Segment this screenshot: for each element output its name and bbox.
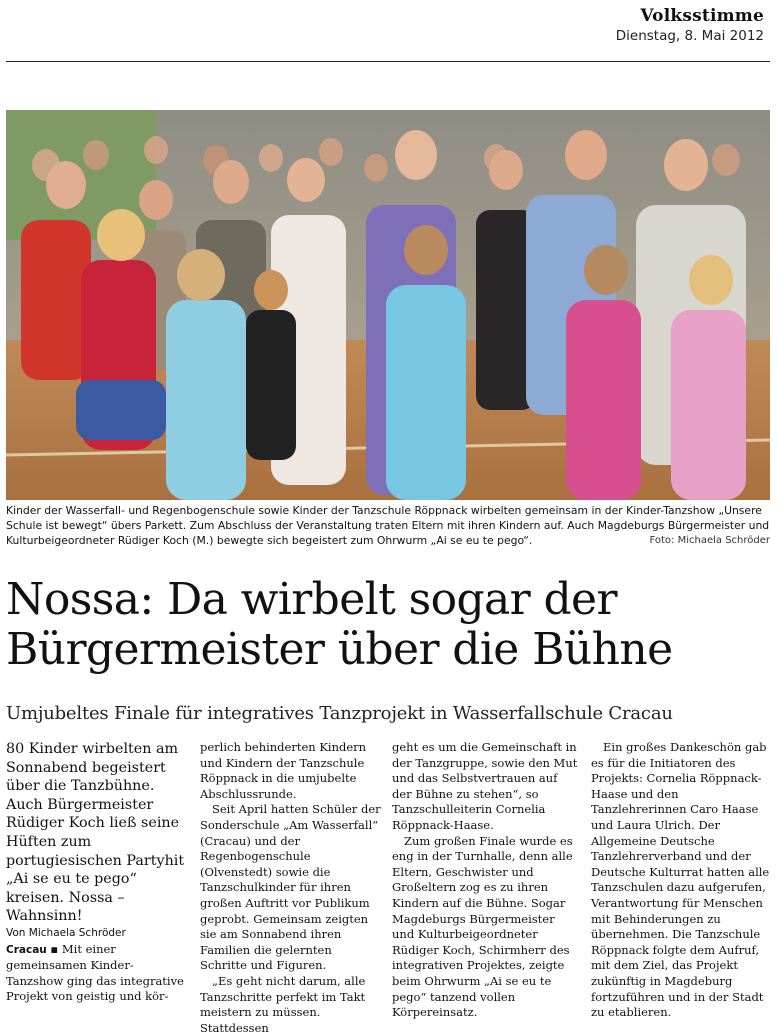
headline: Nossa: Da wirbelt sogar der Bürgermeister über die Bühne (6, 574, 673, 675)
body-paragraph: „Es geht nicht darum, alle Tanzschritte perfekt im Takt meistern zu müssen. Stattdessen (200, 973, 366, 1035)
article-column-2 (200, 740, 381, 1036)
photo-credit: Foto: Michaela Schröder (649, 535, 770, 546)
body-paragraph: Seit April hatten Schüler der Sonderschule „Am Wasserfall“ (Cracau) und der Regenbogenschule (Olvenstedt) sowie die Tanzschulkinder für ihren großen Auftritt vor Publikum geprobt. Gemeinsam zeigten sie am Sonnabend ihren Familien die gelernten Schritte und Figuren. (200, 802, 381, 973)
photo-caption (6, 503, 770, 548)
subheadline: Umjubeltes Finale für integratives Tanzprojekt in Wasserfallschule Cracau (6, 703, 673, 724)
article-column-1 (6, 740, 189, 1005)
body-paragraph: perlich behinderten Kindern und Kindern der Tanzschule Röppnack in die umjubelte Abschlussrunde. (200, 740, 367, 801)
body-paragraph: Cracau ▪ Mit einer gemeinsamen Kinder-Tanzshow ging das integrative Projekt von geistig und kör- (6, 941, 184, 1004)
lead-paragraph: 80 Kinder wirbelten am Sonnabend begeistert über die Tanzbühne. Auch Bürgermeister Rüdiger Koch ließ seine Hüften zum portugiesischen Partyhit „Ai se eu te pego“ kreisen. Nossa – Wahnsinn! (6, 741, 185, 925)
newspaper-name: Volksstimme (640, 6, 764, 26)
article-column-3 (392, 740, 578, 1021)
byline: Von Michaela Schröder (6, 926, 126, 939)
body-text: Mit einer gemeinsamen Kinder-Tanzshow ging das integrative Projekt von geistig und kör- (6, 941, 184, 1004)
dateline: Cracau (6, 943, 47, 956)
body-paragraph: Ein großes Dankeschön gab es für die Initiatoren des Projekts: Cornelia Röppnack-Haase und den Tanzlehrerinnen Caro Haase und Laura Ulrich. Der Allgemeine Deutsche Tanzlehrerverband und der Deutsche Kulturrat hatten alle Tanzschulen dazu aufgerufen, Verantwortung für Menschen mit Behinderungen zu übernehmen. Die Tanzschule Röppnack folgte dem Aufruf, mit dem Ziel, das Projekt zukünftig in Magdeburg fortzuführen und in der Stadt zu etablieren. (591, 740, 770, 1020)
caption-text: Kinder der Wasserfall- und Regenbogenschule sowie Kinder der Tanzschule Röppnack wirbelten gemeinsam in der Kinder-Tanzshow „Unsere Schule ist bewegt“ übers Parkett. Zum Abschluss der Veranstaltung traten Eltern mit ihren Kindern auf. Auch Magdeburgs Bürgermeister und Kulturbeigeordneter Rüdiger Koch (M.) bewegte sich begeistert zum Ohrwurm „Ai se eu te pego“. (6, 504, 770, 547)
body-paragraph: Zum großen Finale wurde es eng in der Turnhalle, denn alle Eltern, Geschwister und Großeltern zog es zu ihren Kindern auf die Bühne. Sogar Magdeburgs Bürgermeister und Kulturbeigeordneter Rüdiger Koch, Schirmherr des integrativen Projektes, zeigte beim Ohrwurm „Ai se eu te pego“ tanzend vollen Körpereinsatz. (392, 833, 573, 1020)
header-rule (6, 61, 770, 62)
article-photo (6, 110, 770, 500)
article-column-4 (591, 740, 771, 1021)
body-paragraph: geht es um die Gemeinschaft in der Tanzgruppe, sowie den Mut und das Selbstvertrauen auf der Bühne zu stehen“, so Tanzschulleiterin Cornelia Röppnack-Haase. (392, 740, 578, 832)
issue-date: Dienstag, 8. Mai 2012 (615, 28, 764, 44)
masthead (616, 6, 764, 44)
